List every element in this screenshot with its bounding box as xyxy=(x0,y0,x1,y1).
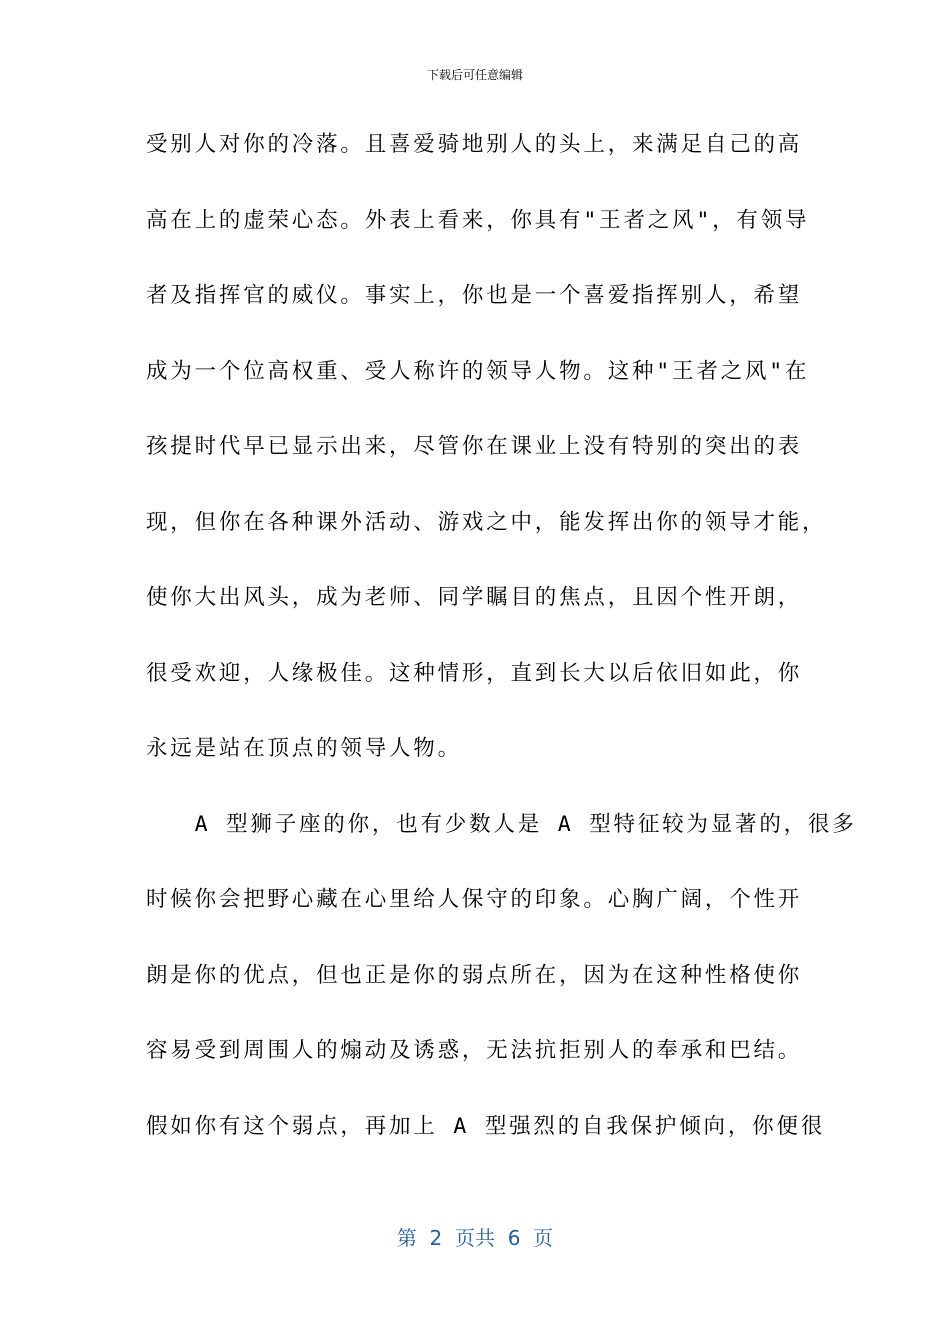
text-line: 孩提时代早已显示出来，尽管你在课业上没有特别的突出的表 xyxy=(146,434,803,459)
document-body xyxy=(146,125,857,1182)
text-line: 容易受到周围人的煽动及诱惑，无法抗拒别人的奉承和巴结。 xyxy=(146,1038,803,1063)
text-line: 者及指挥官的威仪。事实上，你也是一个喜爱指挥别人，希望 xyxy=(146,283,803,308)
text-line: 成为一个位高权重、受人称许的领导人物。这种"王者之风"在 xyxy=(146,358,810,384)
text-line: 使你大出风头，成为老师、同学瞩目的焦点，且因个性开朗， xyxy=(146,585,803,610)
text-line: 时候你会把野心藏在心里给人保守的印象。心胸广阔，个性开 xyxy=(146,887,803,912)
text-line: A 型狮子座的你，也有少数人是 A 型特征较为显著的，很多 xyxy=(146,811,857,837)
text-line: 高在上的虚荣心态。外表上看来，你具有"王者之风"，有领导 xyxy=(146,207,810,233)
text-line: 受别人对你的冷落。且喜爱骑地别人的头上，来满足自己的高 xyxy=(146,132,803,157)
page-number-footer: 第 2 页共 6 页 xyxy=(396,1226,554,1250)
text-line: 永远是站在顶点的领导人物。 xyxy=(146,736,462,761)
page-header: 下载后可任意编辑 xyxy=(426,68,523,82)
text-line: 现，但你在各种课外活动、游戏之中，能发挥出你的领导才能， xyxy=(146,509,827,535)
text-line: 朗是你的优点，但也正是你的弱点所在，因为在这种性格使你 xyxy=(146,962,803,988)
text-line: 假如你有这个弱点，再加上 A 型强烈的自我保护倾向，你便很 xyxy=(146,1113,826,1139)
text-line: 很受欢迎，人缘极佳。这种情形，直到长大以后依旧如此，你 xyxy=(146,660,803,686)
